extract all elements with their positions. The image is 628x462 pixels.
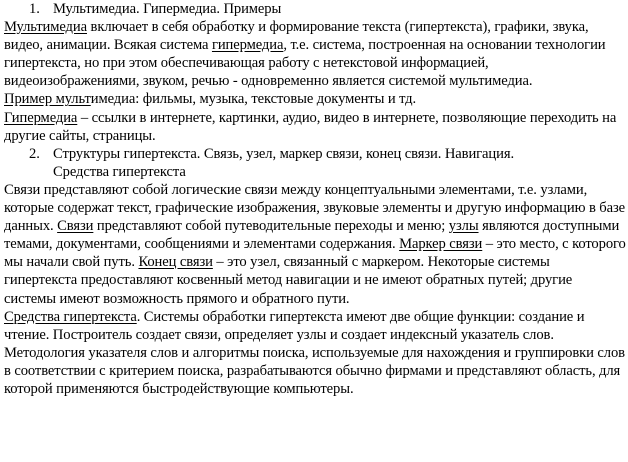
term-multimedia-example: Пример мульт <box>4 91 91 108</box>
section-2-title-continuation: Средства гипертекста <box>53 163 186 180</box>
paragraph-text: – это узел, связанный с маркером. Некоторые системы гипертекста предоставляют косвенный метод навигации и не имеют обратных путей; другие системы имеют возможность прямого и обратного пути. <box>4 254 573 307</box>
paragraph-text: – ссылки в интернете, картинки, аудио, видео в интернете, позволяющие переходить на другие сайты, страницы. <box>4 109 617 144</box>
term-nodes: узлы <box>448 218 479 235</box>
term-multimedia: Мультимедиа <box>4 19 87 36</box>
paragraph-text: . Системы обработки гипертекста имеют две общие функции: создание и чтение. Построитель создает связи, определяет узлы и создает индексный указатель слов. Методология указателя слов и алгоритмы поиска, используемые для нахождения и группировки слов в соответствии с критерием поиска, разрабатываются обычно фирмами и представляют область, для которой применяются быстродействующие компьютеры. <box>4 308 625 397</box>
paragraph-text: представляют собой путеводительные переходы и меню; <box>93 218 449 235</box>
section-2-number: 2. <box>29 145 40 162</box>
paragraph-text: , т.е. система, построенная на основании технологии гипертекста, но при этом обеспечивающая работу с нетекстовой информацией, видеоизображениями, звуком, речью - одновременно является системой мультимедиа. <box>4 37 606 90</box>
section-1-heading <box>0 0 628 18</box>
paragraph-text: включает в себя обработку и формирование текста (гипертекста), графики, звука, видео, анимации. Всякая система <box>4 19 589 54</box>
paragraph-hypermedia-example <box>0 109 628 145</box>
term-hypermedia-example: Гипермедиа <box>4 109 78 126</box>
section-2-title: Структуры гипертекста. Связь, узел, маркер связи, конец связи. Навигация. <box>53 145 515 162</box>
term-links: Связи <box>57 218 94 235</box>
paragraph-multimedia-definition <box>0 18 628 90</box>
term-hypertext-tools: Средства гипертекста <box>4 308 137 325</box>
paragraph-text: имедиа: фильмы, музыка, текстовые документы и тд. <box>90 91 417 108</box>
paragraph-multimedia-example <box>0 90 628 108</box>
term-hypermedia: гипермедиа <box>211 37 284 54</box>
section-1-title: Мультимедиа. Гипермедиа. Примеры <box>53 1 282 17</box>
paragraph-text: – это место, с которого мы начали свой путь. <box>4 236 626 271</box>
term-link-end: Конец связи <box>138 254 213 271</box>
term-link-marker: Маркер связи <box>399 236 483 253</box>
paragraph-hypertext-structure <box>0 181 628 308</box>
paragraph-text: являются доступными темами, документами, сообщениями и элементами содержания. <box>4 218 620 253</box>
section-2-heading <box>0 145 628 181</box>
section-1-number: 1. <box>29 1 40 17</box>
paragraph-hypertext-tools <box>0 308 628 398</box>
paragraph-text: Связи представляют собой логические связи между концептуальными элементами, т.е. узлами, которые содержат текст, графические изображения, звуковые элементы и другую информацию в базе данных. <box>4 181 626 235</box>
